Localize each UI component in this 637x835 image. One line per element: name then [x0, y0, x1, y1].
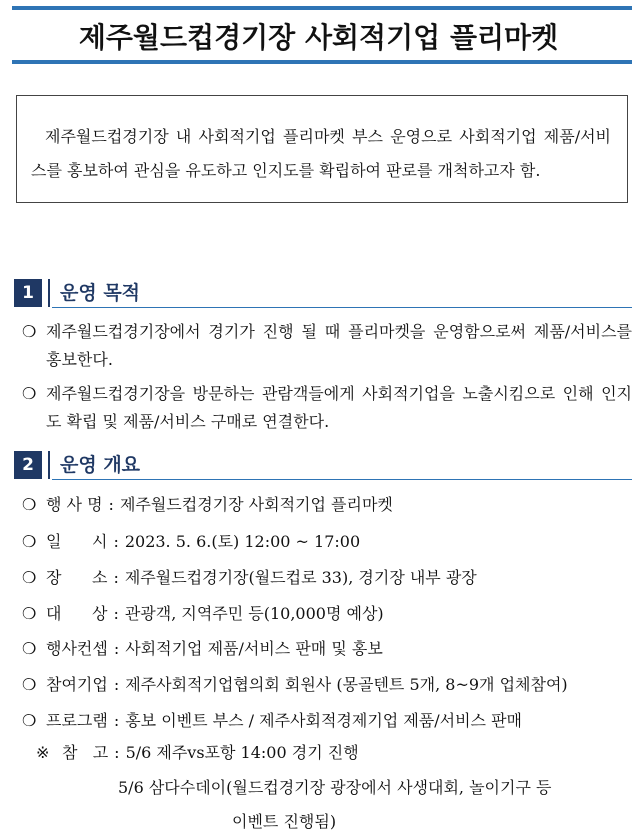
title-top-rule: [12, 6, 632, 10]
section-divider: [48, 279, 50, 307]
overview-value: 제주사회적기업협의회 회원사 (몽골텐트 5개, 8~9개 업체참여): [125, 675, 568, 694]
section-header-purpose: [14, 279, 632, 309]
overview-value: 관광객, 지역주민 등(10,000명 예상): [124, 604, 384, 623]
purpose-text: 제주월드컵경기장을 방문하는 관람객들에게 사회적기업을 노출시킴으로 인해 인지도 확립 및 제품/서비스 구매로 연결한다.: [46, 384, 632, 431]
circle-bullet-icon: ❍: [22, 532, 37, 551]
purpose-item: [22, 318, 632, 374]
overview-value: 홍보 이벤트 부스 / 제주사회적경제기업 제품/서비스 판매: [125, 711, 523, 730]
circle-bullet-icon: ❍: [22, 495, 37, 514]
overview-key: 장 소: [46, 568, 108, 587]
summary-text: 제주월드컵경기장 내 사회적기업 플리마켓 부스 운영으로 사회적기업 제품/서비스를 홍보하여 관심을 유도하고 인지도를 확립하여 판로를 개척하고자 함.: [31, 127, 611, 180]
circle-bullet-icon: ❍: [22, 322, 37, 341]
page-title: 제주월드컵경기장 사회적기업 플리마켓: [78, 21, 559, 54]
overview-key: 프로그램: [46, 711, 108, 730]
title-bottom-rule: [12, 60, 632, 64]
summary-box: [16, 95, 628, 203]
overview-key: 대 상: [46, 604, 108, 623]
circle-bullet-icon: ❍: [22, 675, 37, 694]
note-line: 5/6 삼다수데이(월드컵경기장 광장에서 사생대회, 놀이기구 등: [118, 778, 552, 797]
overview-value: 2023. 5. 6.(토) 12:00 ~ 17:00: [124, 532, 361, 551]
note-line: 5/6 제주vs포항 14:00 경기 진행: [125, 743, 359, 762]
note-line: 이벤트 진행됨): [232, 812, 337, 831]
overview-row: ❍ 행 사 명 : 제주월드컵경기장 사회적기업 플리마켓: [22, 493, 632, 517]
circle-bullet-icon: ❍: [22, 568, 37, 587]
section-header-overview: [14, 451, 632, 481]
note-row: ※ 참 고 : 5/6 제주vs포항 14:00 경기 진행: [36, 741, 626, 765]
section-divider: [48, 451, 50, 479]
section-underline: [52, 307, 632, 308]
note-key: 참 고: [62, 743, 109, 762]
overview-row: ❍ 대 상 : 관광객, 지역주민 등(10,000명 예상): [22, 602, 632, 626]
purpose-text: 제주월드컵경기장에서 경기가 진행 될 때 플리마켓을 운영함으로써 제품/서비스를 홍보한다.: [46, 322, 632, 369]
circle-bullet-icon: ❍: [22, 711, 37, 730]
overview-key: 행 사 명: [46, 495, 103, 514]
overview-value: 사회적기업 제품/서비스 판매 및 홍보: [125, 639, 383, 658]
purpose-item: [22, 380, 632, 436]
section-number: 1: [14, 279, 42, 307]
overview-key: 행사컨셉: [46, 639, 108, 658]
overview-row: ❍ 장 소 : 제주월드컵경기장(월드컵로 33), 경기장 내부 광장: [22, 566, 632, 590]
section-title: 운영 개요: [60, 454, 141, 476]
overview-row: ❍ 일 시 : 2023. 5. 6.(토) 12:00 ~ 17:00: [22, 530, 632, 554]
circle-bullet-icon: ❍: [22, 639, 37, 658]
overview-value: 제주월드컵경기장(월드컵로 33), 경기장 내부 광장: [124, 568, 477, 587]
circle-bullet-icon: ❍: [22, 604, 37, 623]
overview-key: 일 시: [46, 532, 108, 551]
section-title: 운영 목적: [60, 282, 141, 304]
overview-row: ❍ 참여기업 : 제주사회적기업협의회 회원사 (몽골텐트 5개, 8~9개 업체참여): [22, 673, 632, 697]
overview-value: 제주월드컵경기장 사회적기업 플리마켓: [119, 495, 393, 514]
note-icon: ※: [36, 743, 50, 762]
overview-key: 참여기업: [46, 675, 108, 694]
overview-row: ❍ 행사컨셉 : 사회적기업 제품/서비스 판매 및 홍보: [22, 637, 632, 661]
overview-row: ❍ 프로그램 : 홍보 이벤트 부스 / 제주사회적경제기업 제품/서비스 판매: [22, 709, 632, 733]
section-number: 2: [14, 451, 42, 479]
circle-bullet-icon: ❍: [22, 384, 37, 403]
section-underline: [52, 479, 632, 480]
